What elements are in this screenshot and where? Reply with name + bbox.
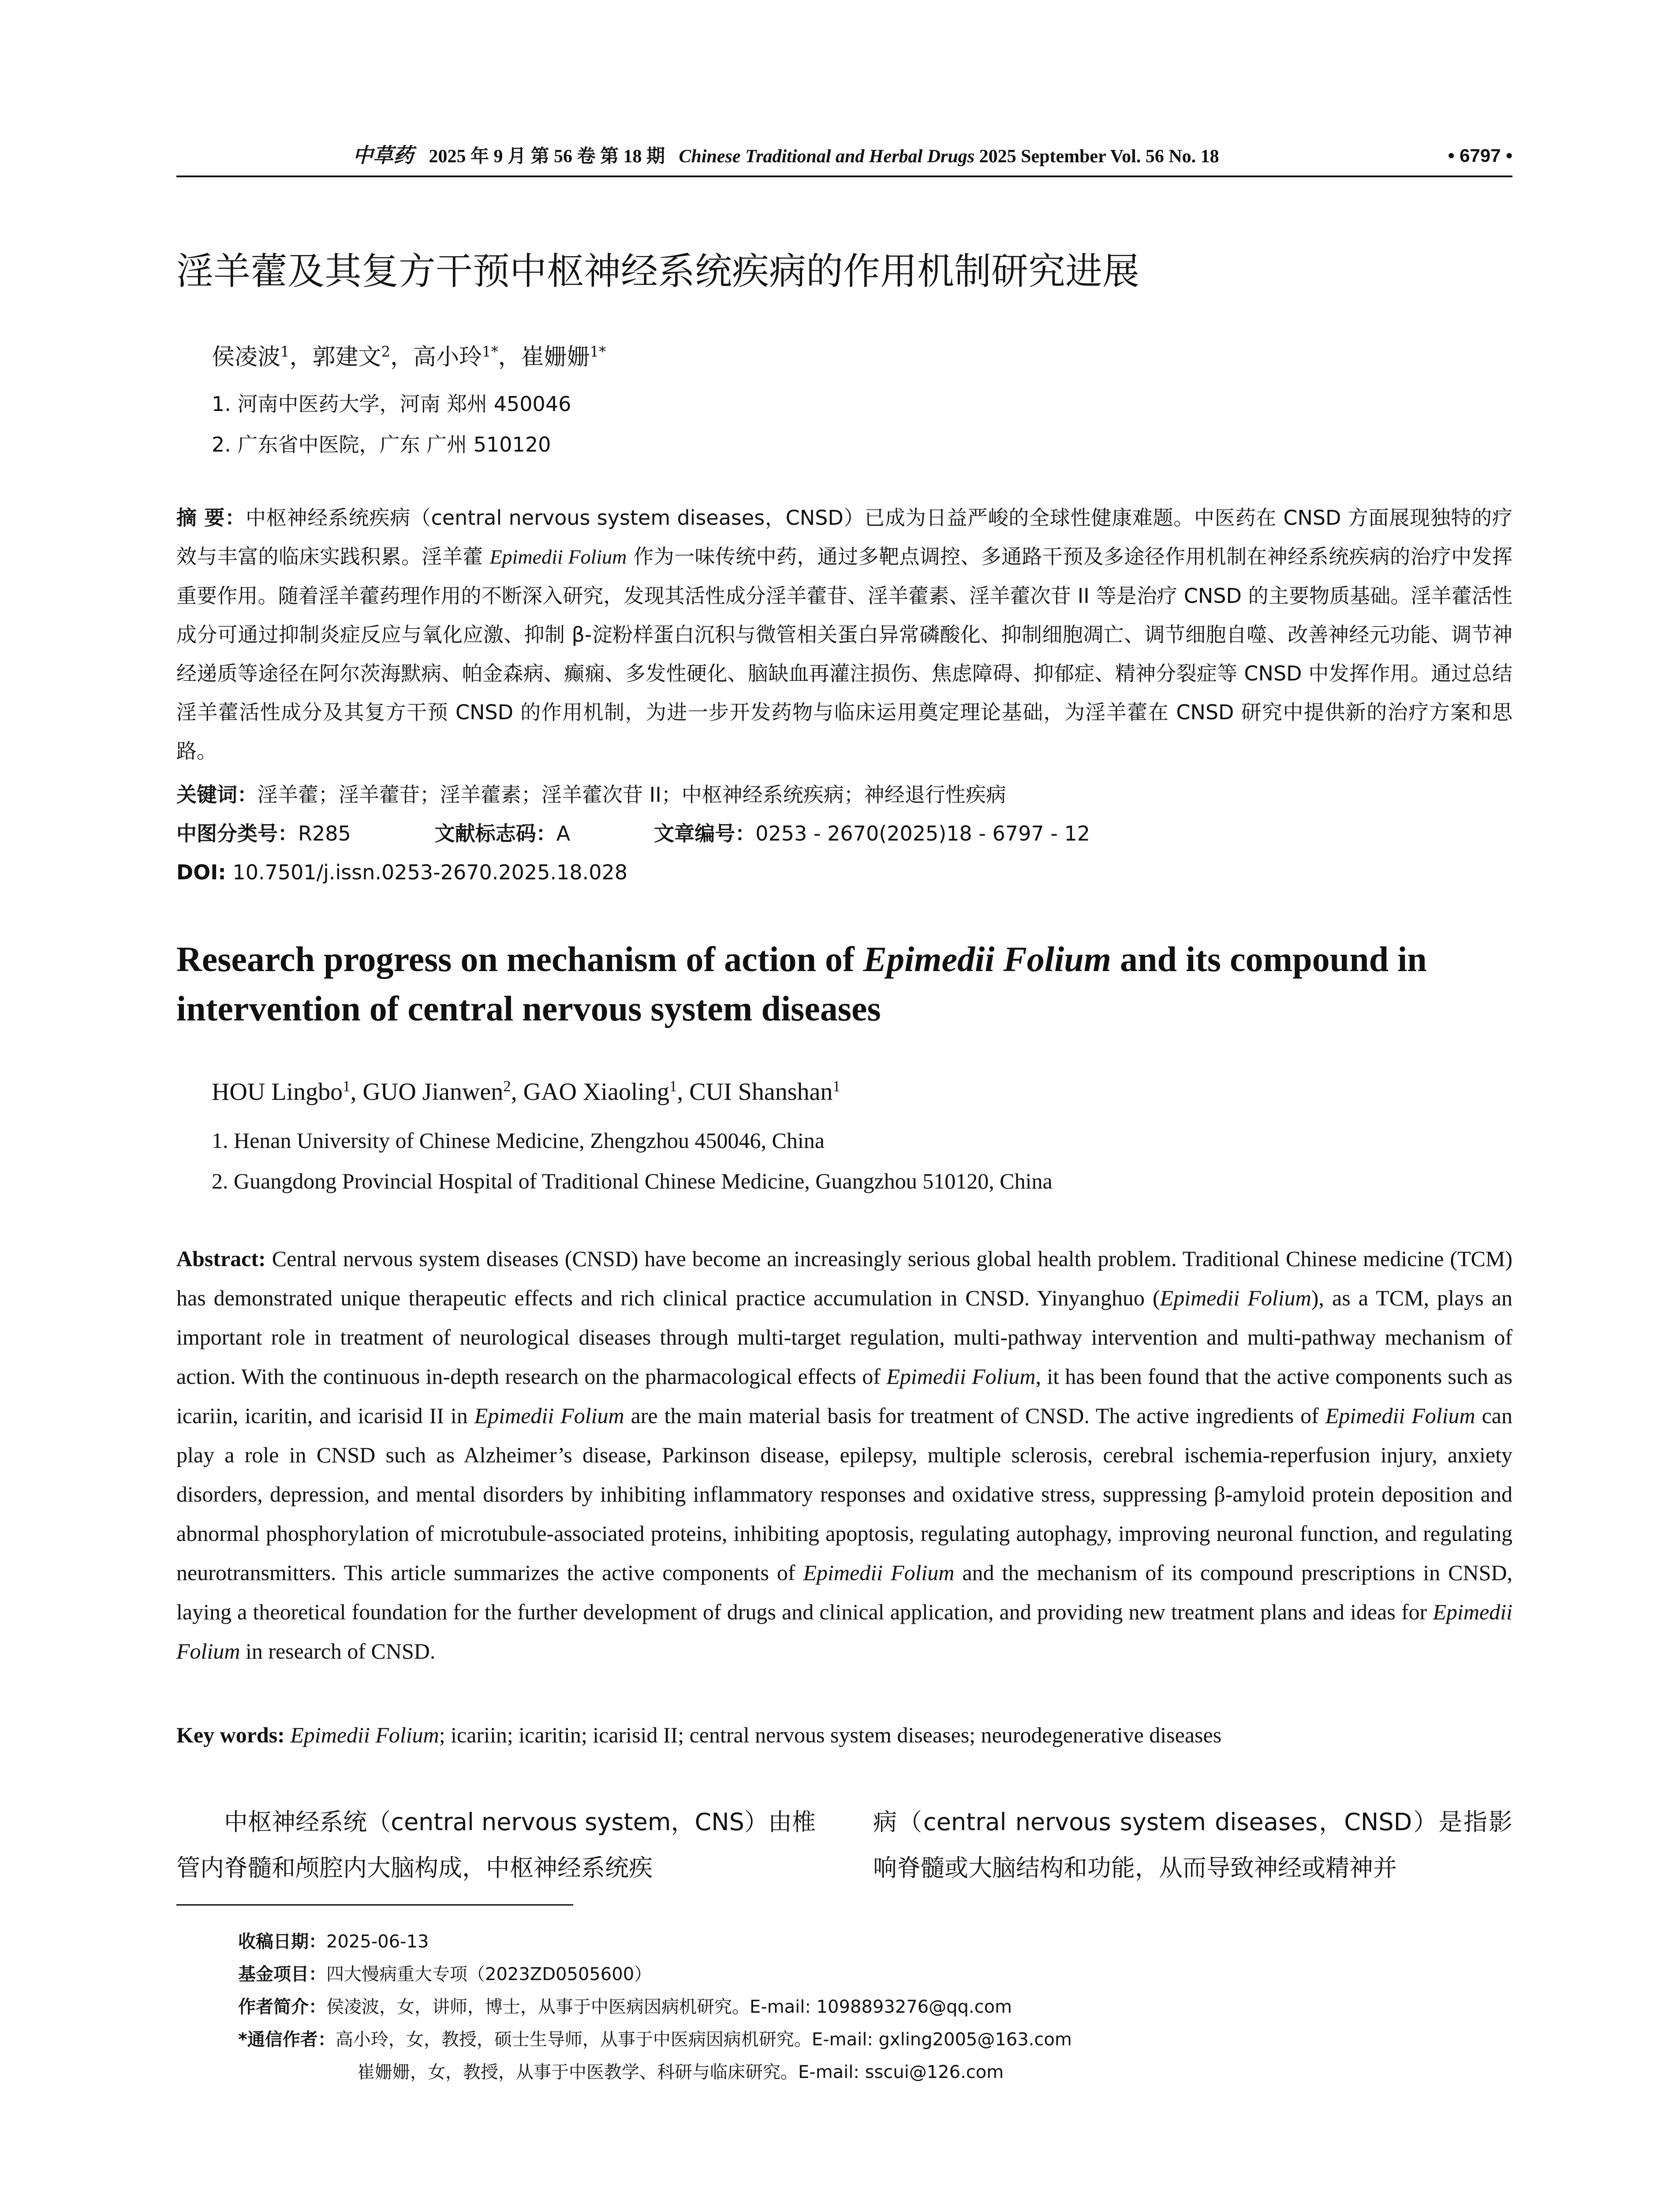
authors-en — [212, 1074, 840, 1110]
footnote-corresponding — [238, 2023, 1072, 2056]
title-cn: 淫羊藿及其复方干预中枢神经系统疾病的作用机制研究进展 — [176, 250, 1140, 293]
author-name: 高小玲 — [413, 344, 482, 370]
title-en-text: Research progress on mechanism of action of — [176, 940, 863, 979]
abstract-text: in research of CNSD. — [240, 1639, 436, 1663]
affiliations-en — [212, 1120, 1053, 1201]
footnote-received — [238, 1925, 1072, 1958]
author-separator: , — [511, 1078, 523, 1106]
doi-label: DOI: — [176, 860, 226, 884]
footnote-fund — [238, 1958, 1072, 1991]
doi-link[interactable]: 10.7501/j.issn.0253-2670.2025.18.028 — [226, 860, 628, 884]
abstract-cn — [176, 498, 1512, 770]
footnote-label: *通信作者： — [238, 2029, 336, 2050]
affiliation: 1. 河南中医药大学，河南 郑州 450046 — [212, 392, 571, 416]
author-separator: , — [677, 1078, 690, 1106]
keywords-cn — [176, 775, 1512, 814]
journal-name-cn: 中草药 — [353, 144, 414, 167]
abstract-text: , it has been found that the active components such as icariin, icaritin, and icarisid II in — [176, 1364, 1512, 1428]
latin-name: Epimedii Folium — [474, 1403, 624, 1428]
latin-name: Epimedii Folium — [1160, 1286, 1311, 1310]
doc-code-label: 文献标志码： — [434, 822, 556, 845]
author-separator: ， — [289, 344, 313, 370]
issue-info-en: 2025 September Vol. 56 No. 18 — [979, 146, 1219, 167]
latin-name: Epimedii Folium — [284, 1723, 439, 1747]
abstract-en — [176, 1239, 1512, 1671]
keywords-label-en: Key words: — [176, 1723, 285, 1747]
footnote-author — [238, 1991, 1072, 2023]
abstract-text: 作为一味传统中药，通过多靶点调控、多通路干预及多途径作用机制在神经系统疾病的治疗中发挥重要作用。随着淫羊藿药理作用的不断深入研究，发现其活性成分淫羊藿苷、淫羊藿素、淫羊藿次苷 II 等是治疗 CNSD 的主要物质基础。淫羊藿活性成分可通过抑制炎症反应与氧化应激、抑制 β-淀粉样蛋白沉积与微管相关蛋白异常磷酸化、抑制细胞凋亡、调节细胞自噬、改善神经元功能、调节神经递质等途径在阿尔茨海默病、帕金森病、癫痫、多发性硬化、脑缺血再灌注损伤、焦虑障碍、抑郁症、精神分裂症等 CNSD 中发挥作用。通过总结淫羊藿活性成分及其复方干预 CNSD 的作用机制，为进一步开发药物与临床运用奠定理论基础，为淫羊藿在 CNSD 研究中提供新的治疗方案和思路。 — [176, 545, 1512, 763]
author-affiliation-mark: 1 — [280, 343, 290, 360]
author-name: GUO Jianwen — [362, 1078, 504, 1106]
author-affiliation-mark: 1* — [590, 343, 606, 360]
abstract-label-cn: 摘 要： — [176, 506, 246, 530]
footnote-corresponding-2 — [238, 2056, 1072, 2089]
title-en-text: and its compound in intervention of central nervous system diseases — [176, 940, 1427, 1028]
author-name: 郭建文 — [312, 344, 381, 370]
affiliation: 2. 广东省中医院，广东 广州 510120 — [212, 433, 551, 456]
latin-name: Epimedii Folium — [863, 940, 1111, 979]
footnote-label: 作者简介： — [238, 1997, 326, 2017]
latin-name: Epimedii Folium — [886, 1364, 1036, 1389]
author-affiliation-mark: 1 — [669, 1077, 677, 1095]
author-affiliation-mark: 1* — [482, 343, 498, 360]
keywords-en — [176, 1715, 1512, 1755]
keywords-text: 淫羊藿；淫羊藿苷；淫羊藿素；淫羊藿次苷 II；中枢神经系统疾病；神经退行性疾病 — [258, 783, 1006, 807]
abstract-text: Central nervous system diseases (CNSD) have become an increasingly serious global health problem. Traditional Chinese medicine (TCM) has demonstrated unique therapeutic effects and rich clinical practice accumulation in CNSD. Yinyanghuo ( — [176, 1246, 1512, 1310]
author-name: 侯凌波 — [212, 344, 281, 370]
abstract-text: and the mechanism of its compound prescriptions in CNSD, laying a theoretical foundation for the further development of drugs and clinical application, and providing new treatment plans and ideas for — [176, 1560, 1512, 1624]
footnote-text: 侯凌波，女，讲师，博士，从事于中医病因病机研究。E-mail: 1098893276@qq.com — [326, 1997, 1012, 2017]
latin-name: Epimedii Folium — [176, 1600, 1512, 1663]
author-name: 崔姗姗 — [521, 344, 590, 370]
footnote-label: 收稿日期： — [238, 1932, 326, 1952]
author-name: CUI Shanshan — [689, 1078, 833, 1106]
classification-row — [176, 814, 1512, 853]
author-affiliation-mark: 2 — [381, 343, 391, 360]
doi-row — [176, 853, 1512, 892]
latin-name: Epimedii Folium — [1325, 1403, 1475, 1428]
issue-info-cn: 2025 年 9 月 第 56 卷 第 18 期 — [429, 146, 665, 167]
keywords-label-cn: 关键词： — [176, 783, 258, 807]
author-affiliation-mark: 2 — [503, 1077, 511, 1095]
footnote-text: 2025-06-13 — [326, 1932, 429, 1952]
abstract-text: 中枢神经系统疾病（central nervous system diseases，CNSD）已成为日益严峻的全球性健康难题。中医药在 CNSD 方面展现独特的疗效与丰富的临床实践积累。淫羊藿 — [176, 506, 1512, 568]
clc-value: R285 — [298, 822, 351, 845]
journal-info — [353, 140, 1219, 172]
affiliation: 1. Henan University of Chinese Medicine, Zhengzhou 450046, China — [212, 1128, 825, 1153]
abstract-text: can play a role in CNSD such as Alzheimer’s disease, Parkinson disease, epilepsy, multiple sclerosis, cerebral ischemia-reperfusion injury, anxiety disorders, depression, and mental disorders by inhibiting inflammatory responses and oxidative stress, suppressing β-amyloid protein deposition and abnormal phosphorylation of microtubule-associated proteins, inhibiting apoptosis, regulating autophagy, improving neuronal function, and regulating neurotransmitters. This article summarizes the active components of — [176, 1403, 1512, 1585]
page-number: • 6797 • — [1448, 145, 1512, 166]
doc-code-value: A — [556, 822, 571, 845]
abstract-text: ), as a TCM, plays an important role in treatment of neurological diseases through multi-target regulation, multi-pathway intervention and multi-pathway mechanism of action. With the continuous in-depth research on the pharmacological effects of — [176, 1286, 1512, 1389]
title-en — [176, 935, 1512, 1034]
author-affiliation-mark: 1 — [343, 1077, 351, 1095]
footnote-label: 基金项目： — [238, 1964, 326, 1984]
author-affiliation-mark: 1 — [833, 1077, 840, 1095]
author-separator: , — [350, 1078, 363, 1106]
clc-label: 中图分类号： — [176, 822, 298, 845]
footnote-text: 崔姗姗，女，教授，从事于中医教学、科研与临床研究。E-mail: sscui@126.com — [357, 2062, 1004, 2082]
footnotes — [238, 1925, 1072, 2089]
author-name: GAO Xiaoling — [523, 1078, 669, 1106]
author-separator: ， — [498, 344, 521, 370]
authors-cn — [212, 340, 606, 375]
affiliations-cn — [212, 384, 571, 465]
footnote-divider — [176, 1904, 573, 1906]
latin-name: Epimedii Folium — [489, 546, 627, 568]
affiliation: 2. Guangdong Provincial Hospital of Traditional Chinese Medicine, Guangzhou 510120, China — [212, 1169, 1053, 1193]
keywords-text: ; icariin; icaritin; icarisid II; central nervous system diseases; neurodegenerative diseases — [439, 1723, 1222, 1747]
author-name: HOU Lingbo — [212, 1078, 343, 1106]
body-column-left: 中枢神经系统（central nervous system，CNS）由椎管内脊髓和颅腔内大脑构成，中枢神经系统疾 — [176, 1808, 816, 1882]
author-separator: ， — [390, 344, 414, 370]
footnote-text: 四大慢病重大专项（2023ZD0505600） — [326, 1964, 652, 1984]
article-metadata-cn — [176, 775, 1512, 892]
running-header — [176, 140, 1512, 177]
abstract-label-en: Abstract: — [176, 1246, 266, 1271]
latin-name: Epimedii Folium — [803, 1560, 955, 1585]
footnote-text: 高小玲，女，教授，硕士生导师，从事于中医病因病机研究。E-mail: gxling2005@163.com — [335, 2029, 1072, 2050]
article-number-value: 0253 - 2670(2025)18 - 6797 - 12 — [755, 822, 1090, 845]
journal-name-en: Chinese Traditional and Herbal Drugs — [679, 146, 975, 167]
abstract-text: are the main material basis for treatment of CNSD. The active ingredients of — [624, 1403, 1325, 1428]
article-number-label: 文章编号： — [654, 822, 756, 845]
body-column-right: 病（central nervous system diseases，CNSD）是指影响脊髓或大脑结构和功能，从而导致神经或精神并 — [873, 1808, 1512, 1882]
